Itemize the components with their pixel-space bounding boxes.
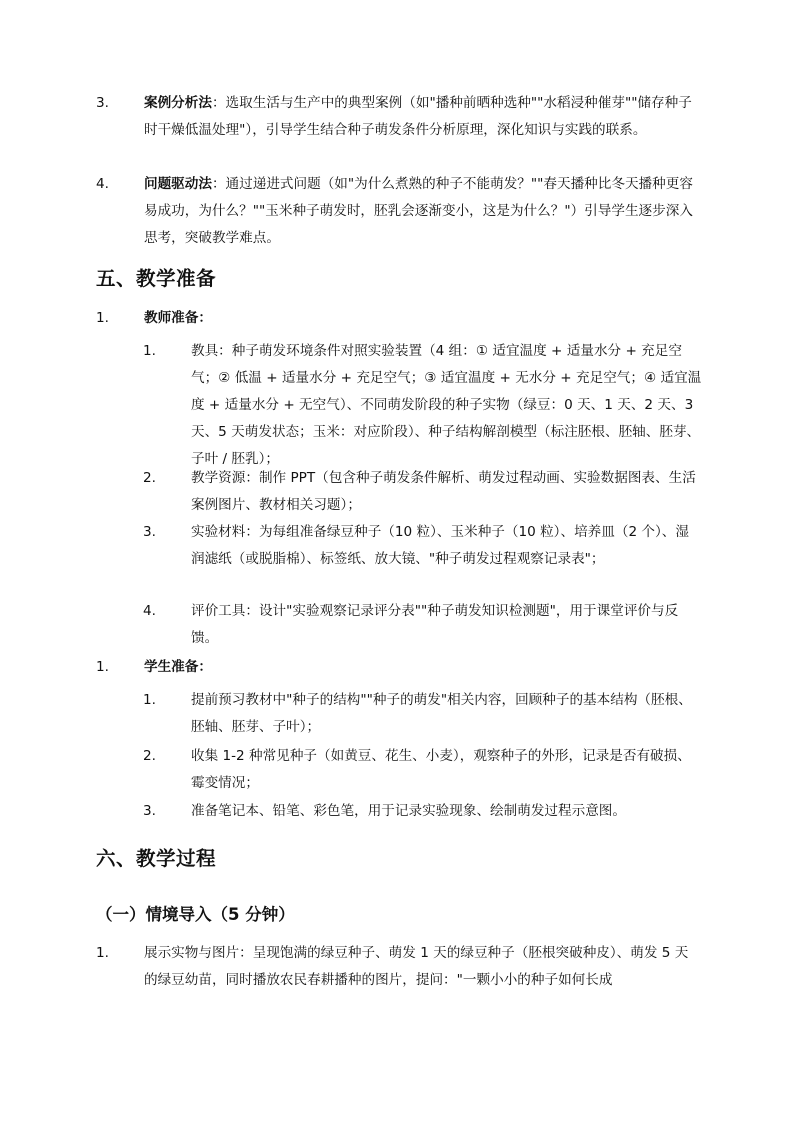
list-number: 3. <box>143 524 156 540</box>
list-number: 4. <box>143 603 156 619</box>
list-number: 3. <box>143 803 156 819</box>
list-number: 1. <box>143 692 156 708</box>
list-number: 1. <box>143 343 156 359</box>
method-term: 问题驱动法 <box>144 176 212 192</box>
subsection-heading: （一）情境导入（5 分钟） <box>96 905 295 924</box>
prep-label: 教师准备： <box>144 310 212 326</box>
method-text <box>144 171 700 252</box>
prep-label: 学生准备： <box>144 659 212 675</box>
method-text <box>144 90 700 144</box>
list-item-text: 准备笔记本、铅笔、彩色笔，用于记录实验现象、绘制萌发过程示意图。 <box>191 803 626 819</box>
list-item-text: 实验材料：为每组准备绿豆种子（10 粒）、玉米种子（10 粒）、培养皿（2 个）、湿润滤纸（或脱脂棉）、标签纸、放大镜、"种子萌发过程观察记录表"； <box>191 524 689 567</box>
list-number: 3. <box>96 95 109 111</box>
section-heading: 五、教学准备 <box>96 267 217 290</box>
method-body: ：通过递进式问题（如"为什么煮熟的种子不能萌发？""春天播种比冬天播种更容易成功，为什么？""玉米种子萌发时，胚乳会逐渐变小，这是为什么？"）引导学生逐步深入思考，突破教学难点。 <box>144 176 693 246</box>
list-item-text: 教学资源：制作 PPT（包含种子萌发条件解析、萌发过程动画、实验数据图表、生活案例图片、教材相关习题）； <box>191 470 696 513</box>
section-heading: 六、教学过程 <box>96 847 217 870</box>
list-number: 1. <box>96 310 109 326</box>
method-body: ：选取生活与生产中的典型案例（如"播种前晒种选种""水稻浸种催芽""储存种子时干燥低温处理"），引导学生结合种子萌发条件分析原理，深化知识与实践的联系。 <box>144 95 692 138</box>
list-number: 1. <box>96 945 109 961</box>
method-term: 案例分析法 <box>144 95 212 111</box>
list-number: 4. <box>96 176 109 192</box>
list-item-text: 提前预习教材中"种子的结构""种子的萌发"相关内容，回顾种子的基本结构（胚根、胚轴、胚芽、子叶）； <box>191 692 692 735</box>
list-number: 2. <box>143 748 156 764</box>
list-item-text: 评价工具：设计"实验观察记录评分表""种子萌发知识检测题"，用于课堂评价与反馈。 <box>191 603 679 646</box>
list-item-text: 展示实物与图片：呈现饱满的绿豆种子、萌发 1 天的绿豆种子（胚根突破种皮）、萌发 5 天的绿豆幼苗，同时播放农民春耕播种的图片，提问："一颗小小的种子如何长成 <box>144 945 689 988</box>
list-number: 1. <box>96 659 109 675</box>
list-number: 2. <box>143 470 156 486</box>
list-item-text: 收集 1-2 种常见种子（如黄豆、花生、小麦），观察种子的外形，记录是否有破损、霉变情况； <box>191 748 691 791</box>
list-item-text: 教具：种子萌发环境条件对照实验装置（4 组：① 适宜温度 + 适量水分 + 充足空气；② 低温 + 适量水分 + 充足空气；③ 适宜温度 + 无水分 + 充足空气；④ 适宜温度 + 适量水分 + 无空气）、不同萌发阶段的种子实物（绿豆：0 天、1 天、2 天、3 天、5 天萌发状态；玉米：对应阶段）、种子结构解剖模型（标注胚根、胚轴、胚芽、子叶 / 胚乳）； <box>191 343 702 467</box>
